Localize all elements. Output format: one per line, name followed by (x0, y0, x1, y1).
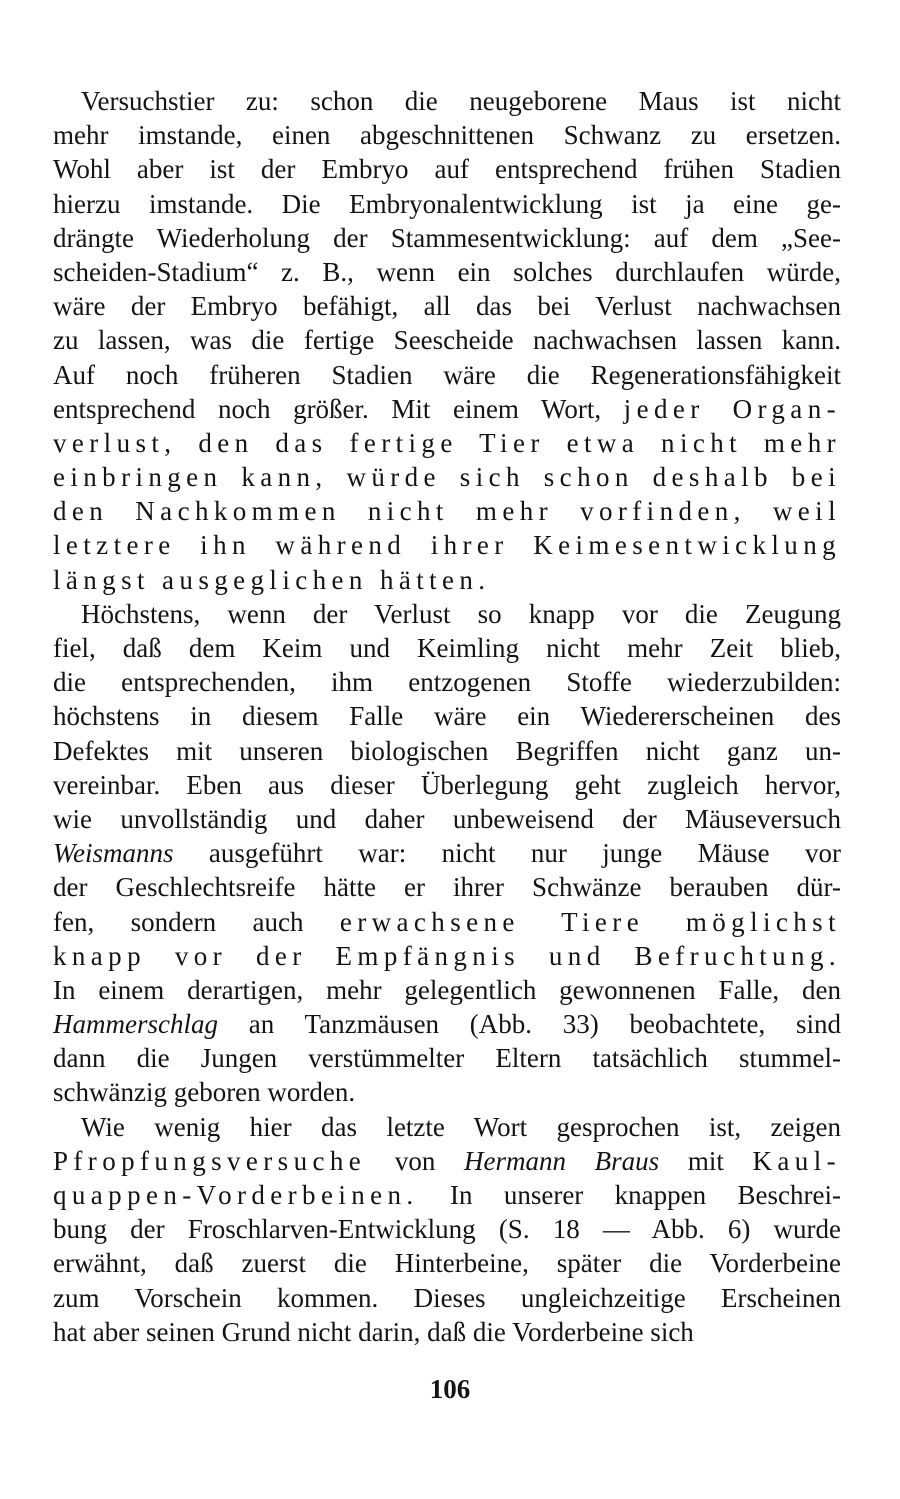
text-run: von (366, 1145, 464, 1176)
text-run: Höchstens, wenn der Verlust so knapp vor die Zeugung (81, 598, 841, 629)
text-line (53, 1110, 841, 1144)
text-run: wäre der Embryo befähigt, all das bei Verlust nachwachsen (53, 291, 841, 322)
text-line (53, 802, 841, 836)
text-line (53, 289, 841, 323)
text-line (53, 939, 841, 973)
text-run: der Geschlechtsreife hätte er ihrer Schwänze berauben dür- (53, 872, 841, 903)
text-line (53, 255, 841, 289)
text-run: Wie wenig hier das letzte Wort gesprochen ist, zeigen (81, 1111, 841, 1142)
text-run: erwähnt, daß zuerst die Hinterbeine, später die Vorderbeine (53, 1248, 841, 1279)
text-run: dann die Jungen verstümmelter Eltern tatsächlich stummel- (53, 1043, 841, 1074)
paragraph (53, 597, 841, 1110)
text-line (53, 597, 841, 631)
spaced-emphasis: letztere ihn während ihrer Keimesentwicklung (53, 530, 841, 561)
text-run: scheiden-Stadium“ z. B., wenn ein solches durchlaufen würde, (53, 256, 841, 287)
text-line (53, 118, 841, 152)
text-line (53, 905, 841, 939)
spaced-emphasis: Pfropfungsversuche (53, 1145, 367, 1176)
text-run: ausgeführt war: nicht nur junge Mäuse vor (173, 838, 841, 869)
spaced-emphasis: längst ausgeglichen hätten. (53, 564, 491, 595)
text-line (53, 699, 841, 733)
text-run: In unserer knappen Beschrei- (418, 1180, 841, 1210)
text-line (53, 1178, 841, 1212)
spaced-emphasis: erwachsene Tiere möglichst (339, 906, 841, 937)
text-run: fiel, daß dem Keim und Keimling nicht mehr Zeit blieb, (53, 633, 841, 663)
text-line (53, 631, 841, 665)
text-run: vereinbar. Eben aus dieser Überlegung geht zugleich hervor, (53, 769, 841, 800)
spaced-emphasis: einbringen kann, würde sich schon deshalb bei (53, 462, 841, 493)
text-line (53, 152, 841, 186)
text-line (53, 1246, 841, 1280)
text-run: an Tanzmäusen (Abb. 33) beobachtete, sind (217, 1009, 841, 1040)
text-run: Versuchstier zu: schon die neugeborene Maus ist nicht (81, 86, 841, 116)
text-run: fen, sondern auch (53, 906, 340, 937)
italic-name: Hermann Braus (464, 1145, 660, 1176)
text-line (53, 665, 841, 699)
text-line (53, 221, 841, 255)
text-run: zu lassen, was die fertige Seescheide nachwachsen lassen kann. (53, 325, 841, 356)
text-line (53, 563, 841, 597)
text-run: Auf noch früheren Stadien wäre die Regenerationsfähigkeit (53, 359, 841, 390)
text-line (53, 1075, 841, 1109)
text-line (53, 358, 841, 392)
spaced-emphasis: verlust, den das fertige Tier etwa nicht mehr (53, 427, 841, 458)
text-line (53, 734, 841, 768)
text-line (53, 494, 841, 528)
page-body (53, 84, 841, 1349)
text-line (53, 528, 841, 562)
text-line (53, 323, 841, 357)
text-line (53, 426, 841, 460)
text-run: drängte Wiederholung der Stammesentwicklung: auf dem „See- (53, 222, 841, 253)
italic-name: Weismanns (53, 838, 174, 869)
spaced-emphasis: jeder Organ- (623, 393, 841, 424)
paragraph (53, 1110, 841, 1349)
text-run: entsprechend noch größer. Mit einem Wort, (53, 393, 624, 424)
text-run: höchstens in diesem Falle wäre ein Wiedererscheinen des (53, 701, 841, 732)
text-run: mehr imstande, einen abgeschnittenen Schwanz zu ersetzen. (53, 120, 841, 151)
text-line (53, 973, 841, 1007)
spaced-emphasis: quappen-Vorderbeinen. (53, 1180, 419, 1210)
text-run: hat aber seinen Grund nicht darin, daß die Vorderbeine sich (53, 1316, 694, 1347)
text-line (53, 1007, 841, 1041)
italic-name: Hammerschlag (53, 1009, 218, 1040)
text-run: wie unvollständig und daher unbeweisend der Mäuseversuch (53, 803, 841, 834)
text-run: schwänzig geboren worden. (53, 1077, 356, 1108)
spaced-emphasis: den Nachkommen nicht mehr vorfinden, weil (53, 496, 841, 527)
text-line (53, 1315, 841, 1349)
text-line (53, 1041, 841, 1075)
text-line (53, 1144, 841, 1178)
spaced-emphasis: knapp vor der Empfängnis und Befruchtung. (53, 940, 841, 971)
spaced-emphasis: Kaul- (752, 1145, 841, 1176)
text-run: bung der Froschlarven-Entwicklung (S. 18 — Abb. 6) wurde (53, 1214, 841, 1245)
text-line (53, 392, 841, 426)
text-run: Defektes mit unseren biologischen Begriffen nicht ganz un- (53, 735, 841, 766)
text-run: zum Vorschein kommen. Dieses ungleichzeitige Erscheinen (53, 1282, 841, 1313)
text-run: die entsprechenden, ihm entzogenen Stoffe wiederzubilden: (53, 667, 841, 698)
text-line (53, 187, 841, 221)
text-line (53, 1212, 841, 1246)
text-run: mit (659, 1145, 753, 1176)
text-line (53, 84, 841, 118)
text-line (53, 460, 841, 494)
text-line (53, 768, 841, 802)
paragraph (53, 84, 841, 597)
text-run: hierzu imstande. Die Embryonalentwicklung ist ja eine ge- (53, 188, 841, 219)
text-line (53, 1281, 841, 1315)
text-line (53, 836, 841, 870)
text-run: In einem derartigen, mehr gelegentlich gewonnenen Falle, den (53, 974, 841, 1005)
text-line (53, 870, 841, 904)
text-run: Wohl aber ist der Embryo auf entsprechend frühen Stadien (53, 154, 841, 185)
page-number: 106 (429, 1374, 471, 1404)
